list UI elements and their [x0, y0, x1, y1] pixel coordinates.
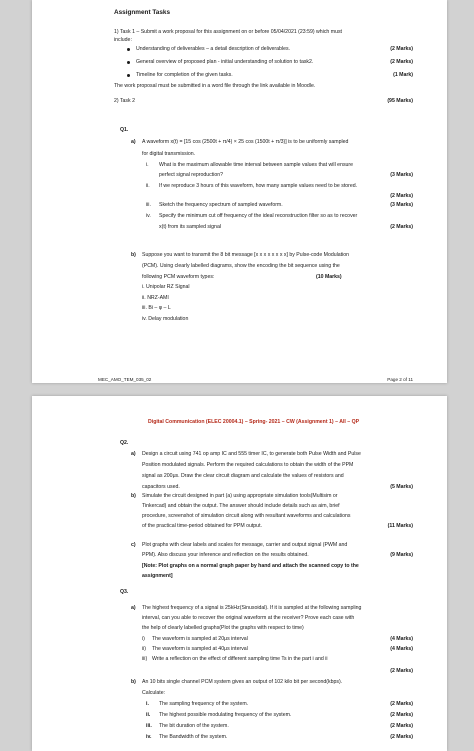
- q1a-sub-num: iii.: [146, 202, 151, 208]
- q3a-sub-text: Write a reflection on the effect of different sampling time Ts in the part i and ii: [152, 656, 328, 662]
- q1a-sub-line1: Sketch the frequency spectrum of sampled waveform.: [159, 202, 283, 208]
- q1a-sub-line1: What is the maximum allowable time interval between sample values that will ensure: [159, 162, 354, 168]
- q3a-sub-num: iii): [142, 656, 148, 662]
- q2c-marks: (9 Marks): [390, 552, 413, 558]
- bullet-marks-3: (1 Mark): [393, 72, 413, 78]
- q3a-sub-num: ii): [142, 646, 147, 652]
- q2b-line: Tinkercad) and obtain the output. The answer should include details such as aim, brief: [142, 503, 340, 509]
- q1b-line3: following PCM waveform types:: [142, 274, 215, 280]
- bullet-dot: [127, 74, 130, 77]
- q1a-sub-line2: x(t) from its sampled signal: [159, 224, 221, 230]
- q1b-line2: (PCM). Using clearly labelled diagrams, show the encoding the bit sequence using the: [142, 263, 340, 269]
- bullet-text-1: Understanding of deliverables – a detail description of deliverables.: [136, 46, 290, 52]
- q1a-sub-line2: perfect signal reproduction?: [159, 172, 224, 178]
- q3b-sub-marks: (2 Marks): [390, 712, 413, 718]
- q1a-text: A waveform x(t) = [15 cos (2500t + π/4) × 25 cos (1500t + π/3)] is to be uniformly sampled: [142, 139, 349, 145]
- q1b-label: b): [131, 252, 136, 258]
- q2b-line: procedure, screenshot of simulation circuit along with resultant waveforms and calculations: [142, 513, 351, 519]
- q3b-sub-text: The bit duration of the system.: [159, 723, 229, 729]
- q2-label: Q2.: [120, 440, 129, 446]
- task1-line1: 1) Task 1 – Submit a work proposal for this assignment on or before 05/04/2021 (23:59) which must: [114, 29, 342, 35]
- q1a-sub-marks: (2 Marks): [390, 224, 413, 230]
- page-header: Digital Communication (ELEC 20004.1) – Spring- 2021 – CW (Assignment 1) – All – QP: [148, 419, 360, 425]
- q1b-line1: Suppose you want to transmit the 8 bit message [x x x x x x x x] by Pulse-code Modulation: [142, 252, 350, 258]
- q3b-sub-marks: (2 Marks): [390, 723, 413, 729]
- q2a-line: capacitors used.: [142, 484, 180, 490]
- q3a-line: The highest frequency of a signal is 25kHz(Sinusoidal). If it is sampled at the following sampling: [142, 605, 362, 611]
- bullet-text-3: Timeline for completion of the given tasks.: [136, 72, 233, 78]
- q2b-marks: (11 Marks): [387, 523, 413, 529]
- q3-label: Q3.: [120, 589, 129, 595]
- q3b-label: b): [131, 679, 136, 685]
- q1b-marks: (10 Marks): [316, 274, 342, 280]
- q3b-sub-text: The sampling frequency of the system.: [159, 701, 249, 707]
- q2a-marks: (5 Marks): [390, 484, 413, 490]
- q1a-sub-marks: (3 Marks): [390, 172, 413, 178]
- q1-label: Q1.: [120, 127, 129, 133]
- q2b-line: of the practical time-period obtained for PPM output.: [142, 523, 262, 529]
- q3a-line: interval, can you able to recover the original waveform at the receiver? Prove each case with: [142, 615, 355, 621]
- q3b-line2: Calculate:: [142, 690, 166, 696]
- assignment-title: Assignment Tasks: [114, 9, 170, 16]
- bullet-dot: [127, 61, 130, 64]
- q3a-sub-num: i): [142, 636, 145, 642]
- q2b-label: b): [131, 493, 136, 499]
- bullet-marks-2: (2 Marks): [390, 59, 413, 65]
- q2c-note-cont: assignment]: [142, 573, 173, 579]
- q3b-sub-num: i.: [146, 701, 149, 707]
- q2c-line: PPM). Also discuss your inference and reflection on the results obtained.: [142, 552, 309, 558]
- q3b-sub-text: The Bandwidth of the system.: [159, 734, 228, 740]
- pcm-type-item: iv. Delay modulation: [142, 316, 189, 322]
- q1a-sub-line1: If we reproduce 3 hours of this waveform, how many sample values need to be stored.: [159, 183, 358, 189]
- document-page-2: [32, 396, 447, 751]
- q3b-sub-marks: (2 Marks): [390, 734, 413, 740]
- q2b-line: Simulate the circuit designed in part (a) using appropriate simulation tools(Multisim or: [142, 493, 338, 499]
- q2c-label: c): [131, 542, 136, 548]
- q2a-label: a): [131, 451, 136, 457]
- q3a-final-marks: (2 Marks): [390, 668, 413, 674]
- q3b-sub-num: iii.: [146, 723, 152, 729]
- q1a-text-cont: for digital transmission.: [142, 151, 196, 157]
- task2-marks: (95 Marks): [387, 98, 413, 104]
- q3b-sub-num: ii.: [146, 712, 151, 718]
- q1a-sub-marks: (2 Marks): [390, 193, 413, 199]
- q1a-sub-marks: (3 Marks): [390, 202, 413, 208]
- pcm-type-item: i. Unipolar RZ Signal: [142, 284, 190, 290]
- q3b-sub-num: iv.: [146, 734, 152, 740]
- pcm-type-item: ii. NRZ-AMI: [142, 295, 169, 301]
- q3b-sub-text: The highest possible modulating frequency of the system.: [159, 712, 292, 718]
- bullet-dot: [127, 48, 130, 51]
- q3a-label: a): [131, 605, 136, 611]
- bullet-marks-1: (2 Marks): [390, 46, 413, 52]
- submission-note: The work proposal must be submitted in a word file through the link available in Moodle.: [114, 83, 316, 89]
- q1a-sub-line1: Specify the minimum cut off frequency of the ideal reconstruction filter so as to recover: [159, 213, 358, 219]
- q3a-sub-text: The waveform is sampled at 20μs interval: [152, 636, 248, 642]
- q1a-sub-num: ii.: [146, 183, 150, 189]
- q3a-sub-text: The waveform is sampled at 40μs interval: [152, 646, 248, 652]
- q2a-line: signal as 200μs. Draw the clear circuit diagram and calculate the values of resistors and: [142, 473, 344, 479]
- q1a-sub-num: i.: [146, 162, 149, 168]
- q2a-line: Design a circuit using 741 op amp IC and 555 timer IC, to generate both Pulse Width and Pulse: [142, 451, 361, 457]
- q2a-line: Position modulated signals. Perform the required calculations to obtain the width of the PPM: [142, 462, 354, 468]
- q2c-line: Plot graphs with clear labels and scales for message, carrier and output signal (PWM and: [142, 542, 348, 548]
- q3a-sub-marks: (4 Marks): [390, 646, 413, 652]
- task1-line2: include:: [114, 37, 132, 43]
- q3b-sub-marks: (2 Marks): [390, 701, 413, 707]
- footer-page-number: Page 2 of 11: [387, 377, 413, 382]
- pcm-type-item: iii. Bi – φ – L: [142, 305, 171, 311]
- footer-doc-code: MEC_AMO_TEM_035_02: [98, 377, 152, 382]
- q3b-line1: An 10 bits single channel PCM system gives an output of 102 kilo bit per second(kbps).: [142, 679, 343, 685]
- q2c-note: [Note: Plot graphs on a normal graph paper by hand and attach the scanned copy to the: [142, 563, 359, 569]
- q3a-sub-marks: (4 Marks): [390, 636, 413, 642]
- q1a-sub-num: iv.: [146, 213, 151, 219]
- q1a-label: a): [131, 139, 136, 145]
- document-page-1: [32, 0, 447, 383]
- task2-label: 2) Task 2: [114, 98, 135, 104]
- bullet-text-2: General overview of proposed plan - initial understanding of solution to task2.: [136, 59, 314, 65]
- q3a-line: the help of clearly labelled graphs(Plot the graphs with respect to time): [142, 625, 304, 631]
